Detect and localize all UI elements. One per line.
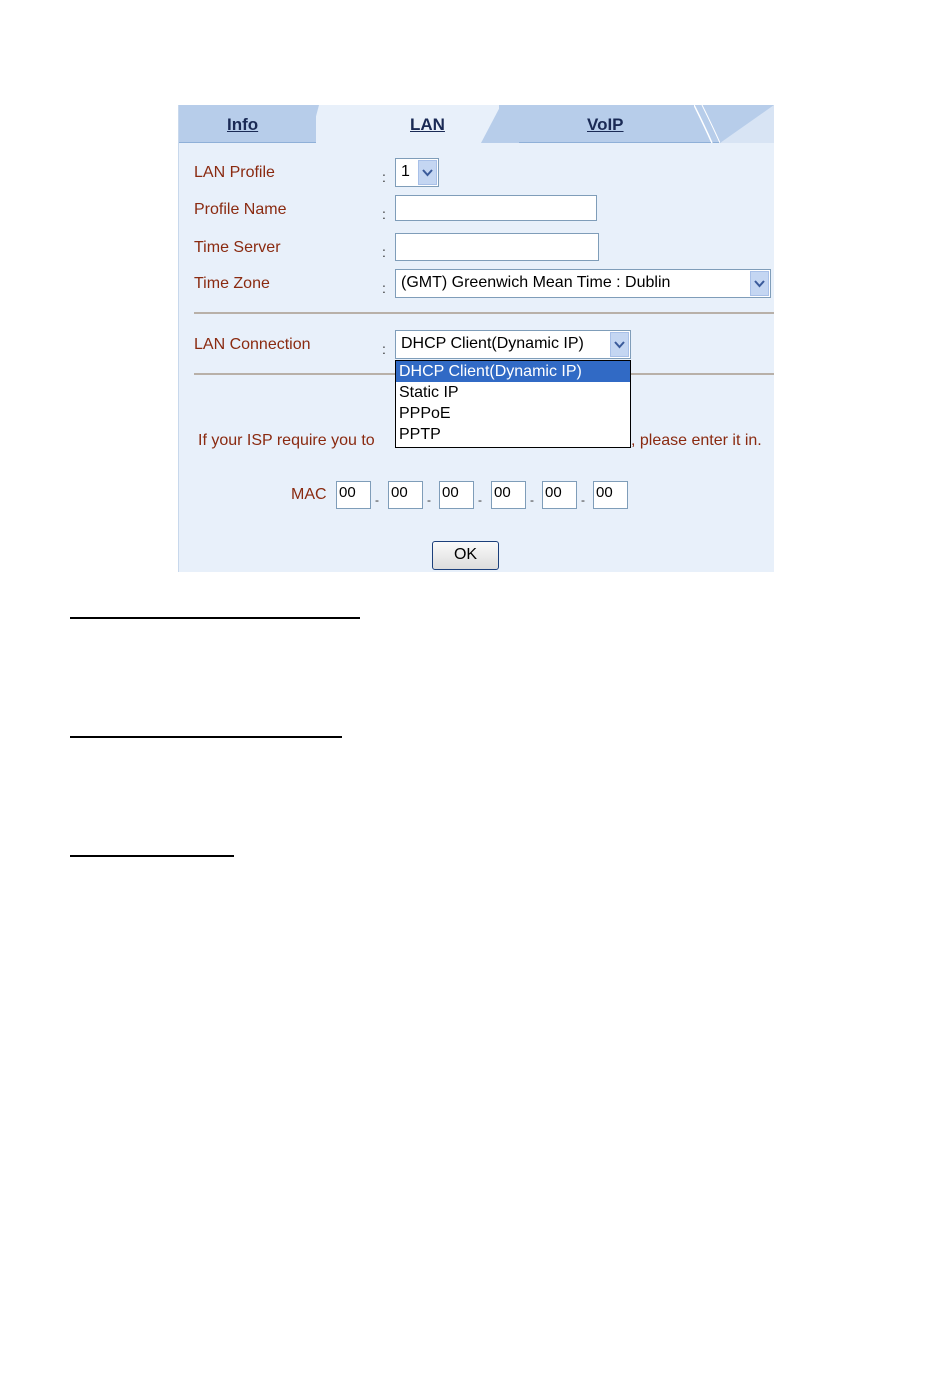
mac-separator: - — [375, 493, 379, 507]
mac-octet-5[interactable]: 00 — [542, 481, 577, 509]
lan-connection-dropdown — [395, 360, 631, 448]
isp-note-end: , please enter it in. — [631, 432, 762, 449]
mac-label: MAC — [291, 486, 327, 503]
time-zone-label: Time Zone — [194, 275, 270, 292]
tab-underline — [179, 142, 316, 143]
heading-underline — [70, 736, 342, 738]
mac-separator: - — [478, 493, 482, 507]
option-pptp[interactable]: PPTP — [399, 426, 441, 443]
mac-octet-3[interactable]: 00 — [439, 481, 474, 509]
mac-octet-4[interactable]: 00 — [491, 481, 526, 509]
colon: : — [382, 206, 386, 222]
lan-connection-value: DHCP Client(Dynamic IP) — [401, 335, 584, 352]
time-server-input[interactable] — [395, 233, 599, 261]
mac-octet-2[interactable]: 00 — [388, 481, 423, 509]
section-divider — [194, 312, 774, 314]
colon: : — [382, 244, 386, 260]
tab-lan[interactable]: LAN — [410, 115, 445, 134]
chevron-down-icon[interactable] — [750, 271, 769, 296]
mac-separator: - — [581, 493, 585, 507]
lan-profile-label: LAN Profile — [194, 164, 275, 181]
colon: : — [382, 169, 386, 185]
lan-connection-select[interactable] — [395, 330, 631, 359]
profile-name-label: Profile Name — [194, 201, 287, 218]
mac-separator: - — [427, 493, 431, 507]
isp-note: If your ISP require you to — [198, 432, 375, 449]
lan-profile-select[interactable] — [395, 158, 439, 187]
mac-separator: - — [530, 493, 534, 507]
tab-voip[interactable]: VoIP — [587, 115, 624, 134]
mac-octet-6[interactable]: 00 — [593, 481, 628, 509]
heading-underline — [70, 617, 360, 619]
profile-name-input[interactable] — [395, 195, 597, 221]
lan-settings-panel — [178, 105, 774, 572]
lan-connection-label: LAN Connection — [194, 336, 311, 353]
ok-button[interactable]: OK — [432, 541, 499, 570]
mac-octet-1[interactable]: 00 — [336, 481, 371, 509]
chevron-down-icon[interactable] — [418, 160, 437, 185]
tab-info[interactable]: Info — [227, 115, 259, 134]
lan-profile-value: 1 — [401, 163, 410, 180]
colon: : — [382, 280, 386, 296]
time-server-label: Time Server — [194, 239, 281, 256]
chevron-down-icon[interactable] — [610, 332, 629, 357]
time-zone-select[interactable] — [395, 269, 771, 298]
option-pppoe[interactable]: PPPoE — [399, 405, 451, 422]
heading-underline — [70, 855, 234, 857]
option-static-ip[interactable]: Static IP — [399, 384, 459, 401]
option-dhcp-client[interactable]: DHCP Client(Dynamic IP) — [396, 361, 630, 382]
tab-bar — [179, 105, 774, 143]
time-zone-value: (GMT) Greenwich Mean Time : Dublin — [401, 274, 671, 291]
tab-voip-edge — [481, 105, 501, 143]
tab-decoration — [694, 105, 774, 143]
tab-info-edge — [309, 105, 319, 143]
colon: : — [382, 341, 386, 357]
